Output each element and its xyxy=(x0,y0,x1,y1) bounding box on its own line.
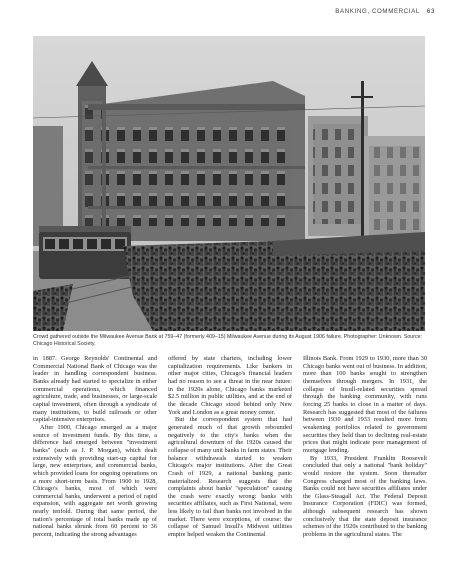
photo-caption: Crowd gathered outside the Milwaukee Avenue Bank at 759–47 (formerly 409–15) Milwaukee Avenue during its August 1906 failure. Photographer: Unknown. Source: Chicago Historical Society. xyxy=(33,334,423,348)
paragraph: After 1900, Chicago emerged as a major source of investment funds. By this time, a difference had emerged between "investment banks" (such as J. P. Morgan), which dealt extensively with providing start-up capital for large, new enterprises, and commercial banks, which provided loans for ongoing operations on a more short-term basis. From 1900 to 1928, Chicago's banks, most of which were commercial banks, underwent a period of rapid expansion, with aggregate net worth growing nearly tenfold. During that same period, the nation's percentage of total banks made up of national banks shrunk from 60 percent to 36 percent, indicating the strong advantages xyxy=(33,423,157,539)
paragraph: offered by state charters, including lower capitalization requirements. Like bankers in other major cities, Chicago's financial leaders had no reason to see a threat in the near future: in the 1920s alone, Chicago banks marketed $2.5 million in public utilities, and at the end of the decade Chicago stood behind only New York and London as a great money center. xyxy=(168,355,292,416)
paragraph: in 1887. George Reynolds' Continental and Commercial National Bank of Chicago was the leader in handling correspondent business. Banks already had started to specialize in either commercial operations, which financed agriculture, trade, and businesses, or large-scale capital investment, often through a syndicate of many institutions, to build railroads or other capital-intensive enterprises. xyxy=(33,355,157,424)
historical-photo xyxy=(33,36,425,331)
paragraph: But the correspondent system that had generated much of that growth rebounded negatively to the city's banks when the agricultural downturn of the 1920s caused the collapse of many unit banks in farm states. Their balance withdrawals started to weaken Chicago's major institutions. After the Great Crash of 1929, a national banking panic materialized. Research suggests that the complaints about banks' "speculation" causing the crash were exactly wrong: banks with securities affiliates, such as First National, were less likely to fail than banks not involved in the market. There were exceptions, of course: the collapse of Samuel Insull's Midwest utilities empire helped weaken the Continental xyxy=(168,416,292,539)
body-text xyxy=(33,355,427,539)
paragraph: Illinois Bank. From 1929 to 1930, more than 30 Chicago banks went out of business. In addition, more than 100 banks sought to strengthen themselves through mergers. In 1931, the collapse of Insull-related securities spread through the banking community, with runs forcing 25 banks to close in a matter of days. Research has suggested that most of the failures between 1930 and 1933 resulted more from weakening portfolios related to government securities they held than to declining real-estate prices that might indicate poor management of mortgage lending. xyxy=(303,355,427,454)
text-column-3 xyxy=(303,355,427,539)
text-column-1 xyxy=(33,355,157,539)
running-head xyxy=(335,8,435,15)
running-title: BANKING, COMMERCIAL xyxy=(335,8,420,15)
paragraph: By 1933, President Franklin Roosevelt concluded that only a national "bank holiday" would restore the system. Soon thereafter Congress changed most of the banking laws. Banks could not have securities affiliates under the Glass-Steagall Act. The Federal Deposit Insurance Corporation (FDIC) was formed, although subsequent research has shown conclusively that the state deposit insurance schemes of the 1920s contributed to the banking problems in the agricultural states. The xyxy=(303,454,427,539)
text-column-2 xyxy=(168,355,292,539)
photo-illustration xyxy=(33,36,425,331)
page-number: 63 xyxy=(426,8,435,15)
